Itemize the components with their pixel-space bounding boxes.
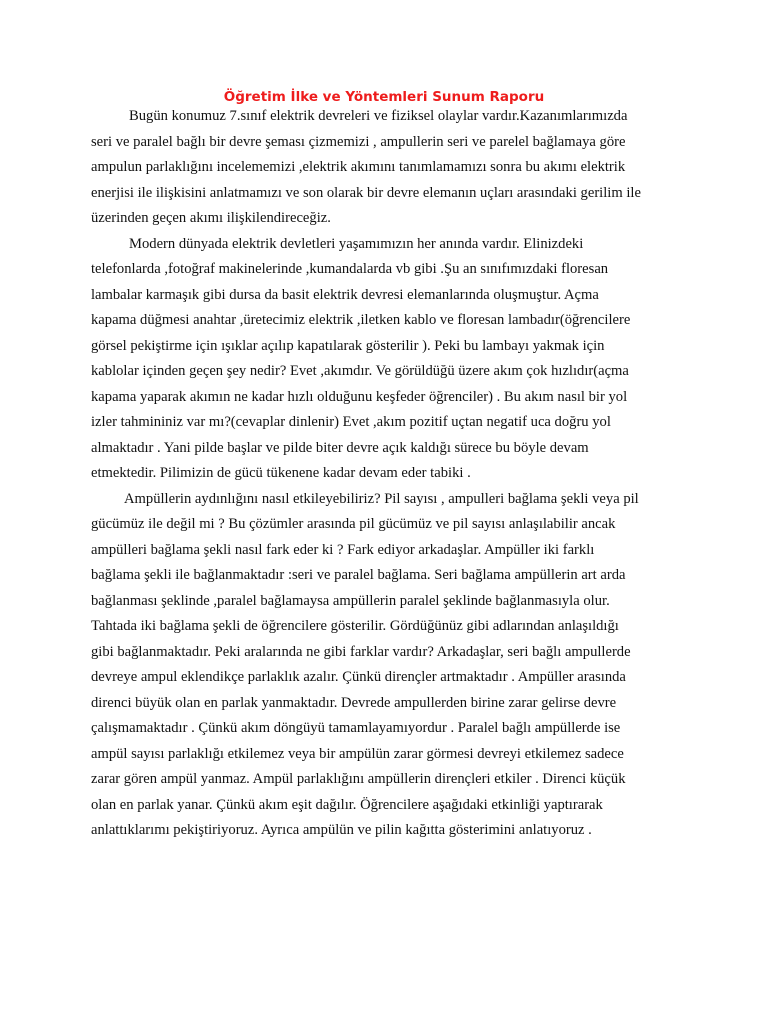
text-line: olan en parlak yanar. Çünkü akım eşit dağılır. Öğrencilere aşağıdaki etkinliği yaptırarak — [91, 796, 603, 813]
text-line: seri ve paralel bağlı bir devre şeması çizmemizi , ampullerin seri ve parelel bağlamaya göre — [91, 133, 626, 150]
text-line: çalışmamaktadır . Çünkü akım döngüyü tamamlayamıyordur . Paralel bağlı ampüllerde ise — [91, 720, 621, 736]
text-line: kablolar içinden geçen şey nedir? Evet ,akımdır. Ve görüldüğü üzere akım çok hızlıdır(açma — [91, 363, 629, 379]
text-line: bağlanması şeklinde ,paralel bağlamaysa ampüllerin paralel şeklinde bağlanmasıyla olur. — [91, 592, 610, 609]
text-line: anlattıklarımı pekiştiriyoruz. Ayrıca ampülün ve pilin kağıtta gösterimini anlatıyoruz . — [91, 822, 592, 838]
document-title: Öğretim İlke ve Yöntemleri Sunum Raporu — [223, 89, 545, 105]
text-line: devreye ampul eklendikçe parlaklık azalır. Çünkü dirençler artmaktadır . Ampüller arasında — [91, 669, 626, 685]
text-line: görsel pekiştirme için ışıklar açılıp kapatılarak gösterilir ). Peki bu lambayı yakmak için — [91, 337, 605, 354]
text-line: direnci büyük olan en parlak yanmaktadır. Devrede ampullerden birine zarar gelirse devre — [91, 694, 617, 711]
text-line: lambalar karmaşık gibi dursa da basit elektrik devresi elemanlarında oluşmuştur. Açma — [91, 286, 599, 303]
text-line: Modern dünyada elektrik devletleri yaşamımızın her anında vardır. Elinizdeki — [129, 235, 584, 252]
text-line: kapama yaparak akımın ne kadar hızlı olduğunu keşfeder öğrenciler) . Bu akım nasıl bir yol — [91, 388, 628, 405]
text-line: almaktadır . Yani pilde başlar ve pilde biter devre açık kaldığı sürece bu böyle devam — [91, 439, 589, 456]
document-body — [91, 104, 687, 844]
text-line: ampül sayısı parlaklığı etkilemez veya bir ampülün zarar görmesi devreyi etkilemez sadece — [91, 745, 624, 762]
text-line: bağlama şekli ile bağlanmaktadır :seri ve paralel bağlama. Seri bağlama ampüllerin art arda — [91, 567, 626, 583]
text-line: Tahtada iki bağlama şekli de öğrencilere gösterilir. Gördüğünüz gibi adlarından anlaşıldığı — [91, 618, 619, 634]
paragraph-1 — [91, 104, 687, 232]
text-line: izler tahmininiz var mı?(cevaplar dinlenir) Evet ,akım pozitif uçtan negatif uca doğru yol — [91, 414, 611, 430]
text-line: kapama düğmesi anahtar ,üretecimiz elektrik ,iletken kablo ve floresan lambadır(öğrencilere — [91, 312, 631, 328]
text-line: ampulun parlaklığını incelememizi ,elektrik akımını tanımlamamızı sonra bu akımı elektrik — [91, 159, 626, 175]
text-line: gibi bağlanmaktadır. Peki aralarında ne gibi farklar vardır? Arkadaşlar, seri bağlı ampullerde — [91, 643, 631, 660]
text-line: enerjisi ile ilişkisini anlatmamızı ve son olarak bir devre elemanın uçları arasındaki gerilim ile — [91, 184, 641, 201]
paragraph-2 — [91, 232, 687, 487]
text-line: etmektedir. Pilimizin de gücü tükenene kadar devam eder tabiki . — [91, 465, 471, 481]
text-line: telefonlarda ,fotoğraf makinelerinde ,kumandalarda vb gibi .Şu an sınıfımızdaki floresan — [91, 261, 609, 277]
text-line: gücümüz ile değil mi ? Bu çözümler arasında pil gücümüz ve pil sayısı anlaşılabilir ancak — [91, 516, 616, 532]
text-line: ampülleri bağlama şekli nasıl fark eder ki ? Fark ediyor arkadaşlar. Ampüller iki farklı — [91, 541, 595, 558]
paragraph-3 — [91, 487, 687, 844]
text-line: zarar gören ampül yanmaz. Ampül parlaklığını ampüllerin dirençleri etkiler . Direnci küçük — [91, 771, 626, 787]
text-line: Ampüllerin aydınlığını nasıl etkileyebiliriz? Pil sayısı , ampulleri bağlama şekli veya pil — [124, 490, 639, 507]
text-line: üzerinden geçen akımı ilişkilendireceğiz. — [91, 210, 331, 226]
text-line: Bugün konumuz 7.sınıf elektrik devreleri ve fiziksel olaylar vardır.Kazanımlarımızda — [129, 108, 628, 124]
